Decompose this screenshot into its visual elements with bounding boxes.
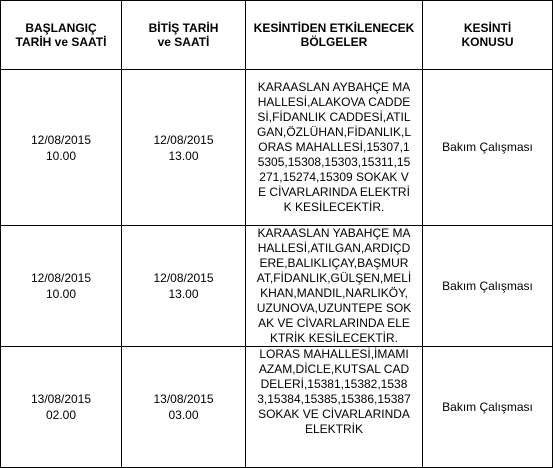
affected-regions-cell — [246, 226, 423, 347]
start-date: 12/08/2015 — [30, 271, 92, 285]
start-date: 13/08/2015 — [30, 392, 92, 406]
affected-regions-cell — [246, 347, 423, 468]
start-datetime-cell — [1, 347, 122, 468]
end-date: 12/08/2015 — [153, 132, 214, 147]
outage-subject-text: Bakım Çalışması — [442, 399, 533, 414]
header-end-datetime: BİTİŞ TARİH ve SAATİ — [122, 1, 246, 70]
end-date: 13/08/2015 — [153, 392, 214, 406]
end-time: 03.00 — [168, 408, 199, 422]
affected-regions-text: KARAASLAN AYBAHÇE MAHALLESİ,ALAKOVA CADDESİ,FİDANLIK CADDESİ,ATILGAN,ÖZLÜHAN,FİDANLIK,LORAS MAHALLESİ,15307,15305,15308,15303,15311,15271,15274,15309 SOKAK VE CİVARLARINDA ELEKTRİK KESİLECEKTİR. — [256, 80, 412, 214]
table-row — [1, 347, 553, 468]
end-datetime-cell — [122, 347, 246, 468]
outage-subject-text: Bakım Çalışması — [442, 278, 533, 293]
header-affected-regions: KESİNTİDEN ETKİLENECEK BÖLGELER — [246, 1, 423, 70]
outage-subject-cell — [423, 347, 553, 468]
end-time: 13.00 — [168, 148, 199, 163]
end-datetime-cell — [122, 226, 246, 347]
table-header-row — [1, 1, 553, 70]
table-row — [1, 70, 553, 226]
start-datetime-cell — [1, 70, 122, 226]
start-time: 10.00 — [45, 148, 77, 163]
start-time: 10.00 — [45, 287, 77, 301]
end-time: 13.00 — [168, 287, 199, 301]
table-row — [1, 226, 553, 347]
affected-regions-text: KARAASLAN YABAHÇE MAHALLESİ,ATILGAN,ARDIÇDERE,BALIKLIÇAY,BAŞMURAT,FİDANLIK,GÜLŞEN,MELİKHAN,MANDIL,NARLIKÖY,UZUNOVA,UZUNTEPE SOKAK VE CİVARLARINDA ELEKTRİK KESİLECEKTİR. — [256, 226, 412, 345]
affected-regions-text: LORAS MAHALLESİ,İMAMIAZAM,DİCLE,KUTSAL CADDELERİ,15381,15382,15383,15384,15385,15386,15387 SOKAK VE CİVARLARINDA ELEKTRİK — [257, 347, 411, 436]
start-datetime-cell — [1, 226, 122, 347]
outage-subject-text: Bakım Çalışması — [442, 140, 533, 154]
outage-subject-cell — [423, 70, 553, 226]
start-time: 02.00 — [45, 408, 77, 422]
outage-subject-cell — [423, 226, 553, 347]
end-date: 12/08/2015 — [153, 271, 214, 285]
start-date: 12/08/2015 — [30, 132, 92, 147]
affected-regions-cell — [246, 70, 423, 226]
header-outage-subject: KESİNTİ KONUSU — [423, 1, 553, 70]
end-datetime-cell — [122, 70, 246, 226]
header-start-datetime: BAŞLANGIÇ TARİH ve SAATİ — [1, 1, 122, 70]
